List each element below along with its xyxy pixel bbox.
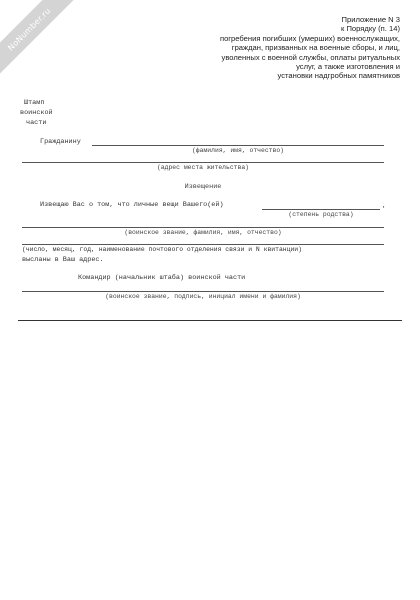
kinship-hint: (степень родства) — [288, 211, 354, 218]
notice-text: Извещаю Вас о том, что личные вещи Вашего(ей) — [40, 201, 224, 209]
appendix-header — [190, 15, 400, 81]
header-line: уволенных с военной службы, оплаты ритуальных — [221, 52, 400, 62]
address-hint: (адрес места жительства) — [156, 164, 250, 171]
signature-hint: (воинское звание, подпись, инициал имени и фамилия) — [105, 293, 301, 300]
shipment-details-hint: (число, месяц, год, наименование почтового отделения связи и N квитанции) — [22, 246, 302, 253]
stamp-line: Штамп — [24, 99, 45, 107]
header-line: услуг, а также изготовления и — [296, 62, 400, 72]
header-line: установки надгробных памятников — [277, 71, 400, 81]
commander-label: Командир (начальник штаба) воинской части — [78, 274, 246, 282]
watermark-text: NoNumber.ru — [5, 5, 53, 53]
stamp-line: части — [26, 119, 47, 127]
sent-text: высланы в Ваш адрес. — [22, 256, 104, 264]
kinship-line — [262, 209, 380, 210]
recipient-name-hint: (фамилия, имя, отчество) — [191, 147, 285, 154]
stamp-line: воинской — [20, 109, 53, 117]
header-line: Приложение N 3 — [341, 15, 400, 24]
watermark-ribbon — [0, 0, 90, 90]
recipient-label: Гражданину — [40, 138, 81, 146]
header-line: к Порядку (п. 14) — [341, 24, 400, 34]
serviceman-line — [22, 227, 384, 228]
document-title: Извещение — [184, 183, 222, 191]
address-line — [22, 162, 384, 163]
header-line: погребения погибших (умерших) военнослужащих, — [219, 33, 400, 43]
recipient-name-line — [92, 145, 384, 146]
bottom-rule — [18, 320, 402, 321]
notice-comma: , — [382, 202, 387, 210]
shipment-details-line — [22, 244, 384, 245]
serviceman-hint: (воинское звание, фамилия, имя, отчество) — [124, 229, 282, 236]
signature-line — [22, 291, 384, 292]
header-line: граждан, призванных на военные сборы, и лиц, — [231, 43, 400, 53]
